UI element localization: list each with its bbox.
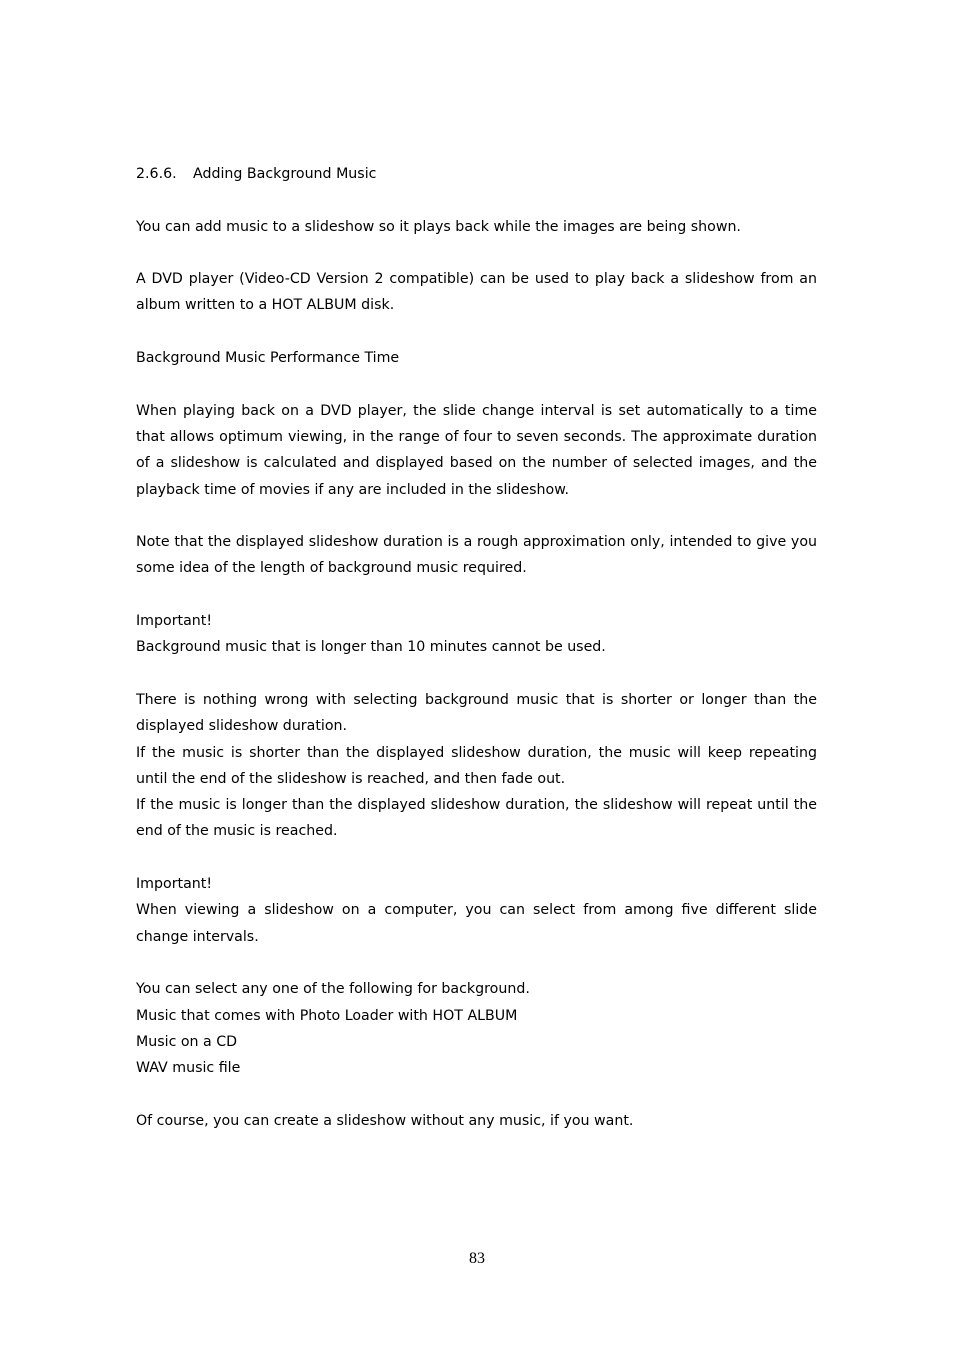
section-title: Adding Background Music [193,166,377,182]
music-option: Music that comes with Photo Loader with HOT ALBUM [136,1007,518,1024]
shorter-paragraph: If the music is shorter than the displayed slideshow duration, the music will keep repeating until the end of the slideshow is reached, and then fade out. [136,744,817,787]
section-heading [136,161,817,187]
important-label-2: Important! [136,876,213,893]
nothing-wrong-paragraph: There is nothing wrong with selecting background music that is shorter or longer than the displayed slideshow duration. [136,691,817,735]
select-intro: You can select any one of the following for background. [136,981,530,998]
page-number: 83 [469,1250,485,1267]
intro-paragraph: You can add music to a slideshow so it plays back while the images are being shown. [136,218,741,235]
dvd-paragraph: A DVD player (Video-CD Version 2 compatible) can be used to play back a slideshow from an album written to a HOT ALBUM disk. [136,271,817,314]
section-number: 2.6.6. [136,166,177,182]
subheading: Background Music Performance Time [136,350,400,367]
note-paragraph: Note that the displayed slideshow duration is a rough approximation only, intended to give you some idea of the length of background music required. [136,534,817,577]
music-option: WAV music file [136,1060,241,1077]
longer-paragraph: If the music is longer than the displayed slideshow duration, the slideshow will repeat until the end of the music is reached. [136,797,817,840]
closing-paragraph: Of course, you can create a slideshow without any music, if you want. [136,1112,634,1129]
important-text-2: When viewing a slideshow on a computer, you can select from among five different slide change intervals. [136,902,817,945]
important-text-1: Background music that is longer than 10 minutes cannot be used. [136,639,606,656]
interval-paragraph: When playing back on a DVD player, the slide change interval is set automatically to a time that allows optimum viewing, in the range of four to seven seconds. The approximate duration of a slideshow is calculated and displayed based on the number of selected images, and the playback time of movies if any are included in the slideshow. [136,402,817,498]
important-label-1: Important! [136,613,213,630]
document-body [136,161,817,1134]
music-option: Music on a CD [136,1033,238,1050]
